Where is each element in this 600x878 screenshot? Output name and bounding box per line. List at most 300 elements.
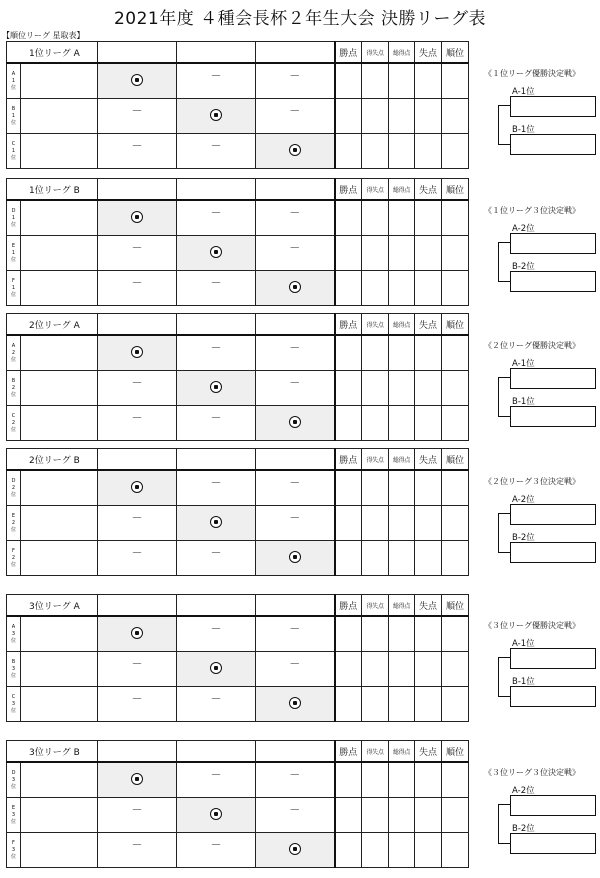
score-separator: － bbox=[210, 276, 222, 289]
stat-cell[interactable] bbox=[335, 134, 362, 169]
team-label-char: 3 bbox=[11, 776, 16, 783]
team-name-cell[interactable] bbox=[21, 616, 98, 652]
opponent-header bbox=[256, 42, 335, 64]
team-name-cell[interactable] bbox=[21, 200, 98, 236]
stat-cell[interactable] bbox=[362, 134, 389, 169]
stat-header: 総得点 bbox=[389, 595, 415, 617]
stat-cell[interactable] bbox=[442, 833, 469, 868]
team-label-char: 位 bbox=[10, 526, 16, 533]
stat-cell[interactable] bbox=[389, 134, 415, 169]
team-row bbox=[7, 616, 469, 652]
self-match-cell bbox=[177, 99, 256, 134]
opponent-header bbox=[98, 179, 177, 201]
match-result-cell[interactable] bbox=[177, 200, 256, 236]
self-match-cell bbox=[177, 371, 256, 406]
team-slot-box[interactable] bbox=[510, 648, 596, 669]
stat-header: 総得点 bbox=[389, 42, 415, 64]
score-separator: － bbox=[131, 276, 143, 289]
team-label-char: 位 bbox=[10, 672, 16, 679]
opponent-header bbox=[98, 741, 177, 763]
team-label-char: C bbox=[11, 140, 16, 147]
team-label-char: D bbox=[11, 207, 16, 214]
stat-cell[interactable] bbox=[335, 371, 362, 406]
team-label bbox=[7, 616, 21, 652]
team-row bbox=[7, 406, 469, 441]
team-slot-box[interactable] bbox=[510, 795, 596, 816]
team-slot-box[interactable] bbox=[510, 406, 596, 427]
match-result-cell[interactable] bbox=[256, 99, 335, 134]
stat-cell[interactable] bbox=[415, 687, 442, 722]
opponent-header bbox=[256, 314, 335, 336]
league-grid bbox=[6, 740, 469, 868]
stat-header: 失点 bbox=[415, 449, 442, 471]
team-slot-box[interactable] bbox=[510, 96, 596, 117]
team-label-char: 位 bbox=[10, 391, 16, 398]
stat-cell[interactable] bbox=[415, 236, 442, 271]
stat-cell[interactable] bbox=[415, 371, 442, 406]
stat-cell[interactable] bbox=[362, 406, 389, 441]
team-name-cell[interactable] bbox=[21, 406, 98, 441]
match-result-cell[interactable] bbox=[98, 271, 177, 306]
score-separator: － bbox=[210, 139, 222, 152]
score-separator: － bbox=[210, 546, 222, 559]
stat-header: 得失点 bbox=[362, 595, 389, 617]
stat-cell[interactable] bbox=[362, 762, 389, 798]
team-label-char: 位 bbox=[10, 256, 16, 263]
team-label-char: 3 bbox=[11, 665, 16, 672]
stat-cell[interactable] bbox=[415, 470, 442, 506]
stat-cell[interactable] bbox=[389, 271, 415, 306]
stat-header: 失点 bbox=[415, 179, 442, 201]
final-title: 《１位リーグ３位決定戦》 bbox=[484, 206, 580, 215]
match-result-cell[interactable] bbox=[98, 541, 177, 576]
stat-cell[interactable] bbox=[362, 99, 389, 134]
team-label bbox=[7, 798, 21, 833]
stat-cell[interactable] bbox=[442, 271, 469, 306]
team-name-cell[interactable] bbox=[21, 541, 98, 576]
team-label bbox=[7, 833, 21, 868]
team-row bbox=[7, 63, 469, 99]
stat-cell[interactable] bbox=[415, 406, 442, 441]
match-result-cell[interactable] bbox=[177, 63, 256, 99]
stat-cell[interactable] bbox=[389, 200, 415, 236]
team-label-char: 2 bbox=[11, 384, 16, 391]
stat-cell[interactable] bbox=[335, 99, 362, 134]
team-name-cell[interactable] bbox=[21, 762, 98, 798]
team-slot-box[interactable] bbox=[510, 686, 596, 707]
team-row bbox=[7, 687, 469, 722]
score-separator: － bbox=[210, 838, 222, 851]
stat-cell[interactable] bbox=[335, 541, 362, 576]
match-result-cell[interactable] bbox=[177, 616, 256, 652]
bracket-line bbox=[498, 105, 511, 145]
match-result-cell[interactable] bbox=[98, 99, 177, 134]
stat-header: 得失点 bbox=[362, 314, 389, 336]
stat-cell[interactable] bbox=[415, 506, 442, 541]
team-label-char: 位 bbox=[10, 291, 16, 298]
score-separator: － bbox=[289, 622, 301, 635]
stat-header: 失点 bbox=[415, 741, 442, 763]
team-slot-box[interactable] bbox=[510, 271, 596, 292]
stat-cell[interactable] bbox=[389, 63, 415, 99]
slot-label: A-1位 bbox=[512, 87, 535, 97]
score-separator: － bbox=[289, 206, 301, 219]
match-result-cell[interactable] bbox=[256, 236, 335, 271]
stat-cell[interactable] bbox=[389, 371, 415, 406]
slot-label: A-1位 bbox=[512, 639, 535, 649]
stat-cell[interactable] bbox=[389, 833, 415, 868]
team-row bbox=[7, 541, 469, 576]
stat-cell[interactable] bbox=[362, 652, 389, 687]
stat-cell[interactable] bbox=[415, 134, 442, 169]
soccer-ball-icon bbox=[289, 551, 301, 563]
stat-header: 勝点 bbox=[335, 449, 362, 471]
stat-cell[interactable] bbox=[362, 833, 389, 868]
stat-header: 総得点 bbox=[389, 314, 415, 336]
team-name-cell[interactable] bbox=[21, 798, 98, 833]
stat-cell[interactable] bbox=[362, 798, 389, 833]
match-result-cell[interactable] bbox=[177, 335, 256, 371]
team-slot-box[interactable] bbox=[510, 134, 596, 155]
stat-cell[interactable] bbox=[442, 798, 469, 833]
team-name-cell[interactable] bbox=[21, 687, 98, 722]
stat-cell[interactable] bbox=[389, 762, 415, 798]
stat-cell[interactable] bbox=[362, 506, 389, 541]
league-table bbox=[6, 178, 468, 306]
stat-cell[interactable] bbox=[415, 652, 442, 687]
slot-label: A-2位 bbox=[512, 224, 535, 234]
stat-cell[interactable] bbox=[362, 271, 389, 306]
self-match-cell bbox=[98, 335, 177, 371]
match-result-cell[interactable] bbox=[256, 371, 335, 406]
stat-cell[interactable] bbox=[442, 506, 469, 541]
slot-label: B-1位 bbox=[512, 397, 535, 407]
stat-header: 総得点 bbox=[389, 741, 415, 763]
team-label-char: 位 bbox=[10, 561, 16, 568]
league-table bbox=[6, 41, 468, 169]
stat-cell[interactable] bbox=[442, 687, 469, 722]
soccer-ball-icon bbox=[210, 662, 222, 674]
team-label-char: D bbox=[11, 769, 16, 776]
soccer-ball-icon bbox=[210, 246, 222, 258]
team-name-cell[interactable] bbox=[21, 134, 98, 169]
league-grid bbox=[6, 594, 469, 722]
stat-header: 得失点 bbox=[362, 179, 389, 201]
stat-cell[interactable] bbox=[335, 687, 362, 722]
team-row bbox=[7, 99, 469, 134]
stat-cell[interactable] bbox=[442, 134, 469, 169]
match-result-cell[interactable] bbox=[98, 371, 177, 406]
match-result-cell[interactable] bbox=[98, 833, 177, 868]
match-result-cell[interactable] bbox=[177, 271, 256, 306]
team-row bbox=[7, 134, 469, 169]
team-label-char: 3 bbox=[11, 630, 16, 637]
stat-cell[interactable] bbox=[415, 335, 442, 371]
stat-cell[interactable] bbox=[442, 200, 469, 236]
match-result-cell[interactable] bbox=[177, 687, 256, 722]
match-result-cell[interactable] bbox=[177, 541, 256, 576]
self-match-cell bbox=[98, 616, 177, 652]
league-grid bbox=[6, 448, 469, 576]
stat-cell[interactable] bbox=[415, 833, 442, 868]
team-slot-box[interactable] bbox=[510, 833, 596, 854]
final-title: 《１位リーグ優勝決定戦》 bbox=[484, 69, 580, 78]
score-separator: － bbox=[210, 206, 222, 219]
stat-header: 失点 bbox=[415, 595, 442, 617]
match-result-cell[interactable] bbox=[177, 833, 256, 868]
stat-cell[interactable] bbox=[335, 236, 362, 271]
match-result-cell[interactable] bbox=[256, 506, 335, 541]
stat-cell[interactable] bbox=[335, 652, 362, 687]
stat-cell[interactable] bbox=[442, 371, 469, 406]
soccer-ball-icon bbox=[131, 211, 143, 223]
stat-cell[interactable] bbox=[335, 271, 362, 306]
league-name: 1位リーグ B bbox=[7, 179, 98, 201]
match-result-cell[interactable] bbox=[256, 335, 335, 371]
team-label bbox=[7, 470, 21, 506]
stat-cell[interactable] bbox=[389, 687, 415, 722]
score-separator: － bbox=[289, 376, 301, 389]
team-name-cell[interactable] bbox=[21, 99, 98, 134]
stat-cell[interactable] bbox=[415, 99, 442, 134]
stat-cell[interactable] bbox=[335, 335, 362, 371]
stat-cell[interactable] bbox=[415, 616, 442, 652]
stat-cell[interactable] bbox=[389, 541, 415, 576]
stat-cell[interactable] bbox=[415, 63, 442, 99]
stat-cell[interactable] bbox=[442, 470, 469, 506]
opponent-header bbox=[177, 449, 256, 471]
stat-cell[interactable] bbox=[415, 200, 442, 236]
stat-cell[interactable] bbox=[442, 541, 469, 576]
match-result-cell[interactable] bbox=[177, 470, 256, 506]
stat-header: 勝点 bbox=[335, 741, 362, 763]
team-row bbox=[7, 833, 469, 868]
bracket-line bbox=[498, 657, 511, 697]
slot-label: B-1位 bbox=[512, 677, 535, 687]
stat-cell[interactable] bbox=[389, 406, 415, 441]
score-separator: － bbox=[131, 139, 143, 152]
team-name-cell[interactable] bbox=[21, 506, 98, 541]
team-label bbox=[7, 687, 21, 722]
stat-header: 失点 bbox=[415, 314, 442, 336]
score-separator: － bbox=[210, 341, 222, 354]
score-separator: － bbox=[289, 69, 301, 82]
team-label-char: 1 bbox=[11, 284, 16, 291]
team-slot-box[interactable] bbox=[510, 542, 596, 563]
score-separator: － bbox=[289, 803, 301, 816]
match-result-cell[interactable] bbox=[98, 506, 177, 541]
stat-header: 得失点 bbox=[362, 741, 389, 763]
score-separator: － bbox=[131, 411, 143, 424]
team-label-char: 2 bbox=[11, 419, 16, 426]
match-result-cell[interactable] bbox=[98, 134, 177, 169]
team-label-char: 2 bbox=[11, 484, 16, 491]
team-label-char: 位 bbox=[10, 221, 16, 228]
match-result-cell[interactable] bbox=[256, 652, 335, 687]
self-match-cell bbox=[177, 652, 256, 687]
stat-cell[interactable] bbox=[335, 406, 362, 441]
stat-cell[interactable] bbox=[335, 616, 362, 652]
stat-cell[interactable] bbox=[389, 652, 415, 687]
team-label-char: 1 bbox=[11, 249, 16, 256]
team-label-char: 1 bbox=[11, 112, 16, 119]
stat-header: 総得点 bbox=[389, 449, 415, 471]
match-result-cell[interactable] bbox=[98, 687, 177, 722]
stat-cell[interactable] bbox=[362, 541, 389, 576]
stat-header: 順位 bbox=[442, 741, 469, 763]
team-label bbox=[7, 371, 21, 406]
score-separator: － bbox=[210, 622, 222, 635]
opponent-header bbox=[177, 42, 256, 64]
opponent-header bbox=[256, 741, 335, 763]
team-label-char: 2 bbox=[11, 554, 16, 561]
stat-cell[interactable] bbox=[415, 541, 442, 576]
stat-cell[interactable] bbox=[389, 798, 415, 833]
stat-cell[interactable] bbox=[335, 63, 362, 99]
stat-cell[interactable] bbox=[362, 335, 389, 371]
stat-cell[interactable] bbox=[389, 616, 415, 652]
stat-header: 順位 bbox=[442, 595, 469, 617]
team-name-cell[interactable] bbox=[21, 652, 98, 687]
team-label-char: 1 bbox=[11, 214, 16, 221]
stat-header: 勝点 bbox=[335, 42, 362, 64]
stat-cell[interactable] bbox=[362, 371, 389, 406]
league-name: 3位リーグ A bbox=[7, 595, 98, 617]
score-separator: － bbox=[131, 511, 143, 524]
stat-cell[interactable] bbox=[415, 762, 442, 798]
self-match-cell bbox=[98, 200, 177, 236]
stat-cell[interactable] bbox=[335, 762, 362, 798]
match-result-cell[interactable] bbox=[256, 470, 335, 506]
stat-header: 勝点 bbox=[335, 595, 362, 617]
team-slot-box[interactable] bbox=[510, 368, 596, 389]
score-separator: － bbox=[131, 376, 143, 389]
team-row bbox=[7, 200, 469, 236]
match-result-cell[interactable] bbox=[98, 236, 177, 271]
self-match-cell bbox=[256, 406, 335, 441]
stat-cell[interactable] bbox=[335, 470, 362, 506]
team-label bbox=[7, 541, 21, 576]
match-result-cell[interactable] bbox=[256, 616, 335, 652]
stat-cell[interactable] bbox=[442, 406, 469, 441]
team-slot-box[interactable] bbox=[510, 233, 596, 254]
team-name-cell[interactable] bbox=[21, 271, 98, 306]
score-separator: － bbox=[210, 692, 222, 705]
slot-label: B-2位 bbox=[512, 824, 535, 834]
stat-cell[interactable] bbox=[389, 470, 415, 506]
soccer-ball-icon bbox=[210, 516, 222, 528]
team-name-cell[interactable] bbox=[21, 833, 98, 868]
team-label bbox=[7, 506, 21, 541]
stat-cell[interactable] bbox=[415, 271, 442, 306]
self-match-cell bbox=[98, 762, 177, 798]
stat-cell[interactable] bbox=[442, 335, 469, 371]
stat-cell[interactable] bbox=[389, 335, 415, 371]
stat-cell[interactable] bbox=[335, 200, 362, 236]
match-result-cell[interactable] bbox=[177, 762, 256, 798]
stat-cell[interactable] bbox=[362, 200, 389, 236]
team-name-cell[interactable] bbox=[21, 236, 98, 271]
score-separator: － bbox=[289, 241, 301, 254]
team-label-char: 位 bbox=[10, 426, 16, 433]
bracket-line bbox=[498, 377, 511, 417]
soccer-ball-icon bbox=[210, 109, 222, 121]
league-name: 3位リーグ B bbox=[7, 741, 98, 763]
stat-cell[interactable] bbox=[362, 616, 389, 652]
team-slot-box[interactable] bbox=[510, 504, 596, 525]
stat-cell[interactable] bbox=[442, 652, 469, 687]
team-name-cell[interactable] bbox=[21, 371, 98, 406]
league-grid bbox=[6, 313, 469, 441]
score-separator: － bbox=[210, 411, 222, 424]
stat-cell[interactable] bbox=[389, 236, 415, 271]
team-label-char: E bbox=[11, 242, 16, 249]
match-result-cell[interactable] bbox=[98, 406, 177, 441]
stat-cell[interactable] bbox=[442, 63, 469, 99]
stat-cell[interactable] bbox=[362, 63, 389, 99]
stat-cell[interactable] bbox=[442, 99, 469, 134]
soccer-ball-icon bbox=[210, 381, 222, 393]
team-label-char: B bbox=[11, 658, 16, 665]
stat-cell[interactable] bbox=[335, 506, 362, 541]
match-result-cell[interactable] bbox=[256, 762, 335, 798]
team-label-char: 位 bbox=[10, 637, 16, 644]
team-name-cell[interactable] bbox=[21, 470, 98, 506]
stat-cell[interactable] bbox=[442, 762, 469, 798]
stat-cell[interactable] bbox=[362, 470, 389, 506]
match-result-cell[interactable] bbox=[98, 798, 177, 833]
opponent-header bbox=[98, 314, 177, 336]
match-result-cell[interactable] bbox=[177, 134, 256, 169]
match-result-cell[interactable] bbox=[256, 798, 335, 833]
score-separator: － bbox=[131, 692, 143, 705]
slot-label: A-2位 bbox=[512, 786, 535, 796]
team-label-char: 位 bbox=[10, 491, 16, 498]
match-result-cell[interactable] bbox=[256, 200, 335, 236]
team-name-cell[interactable] bbox=[21, 63, 98, 99]
stat-cell[interactable] bbox=[442, 616, 469, 652]
score-separator: － bbox=[131, 546, 143, 559]
final-title: 《３位リーグ３位決定戦》 bbox=[484, 768, 580, 777]
league-grid bbox=[6, 41, 469, 169]
team-label-char: D bbox=[11, 477, 16, 484]
team-label-char: B bbox=[11, 105, 16, 112]
opponent-header bbox=[177, 314, 256, 336]
league-name: 2位リーグ A bbox=[7, 314, 98, 336]
stat-cell[interactable] bbox=[389, 506, 415, 541]
slot-label: B-2位 bbox=[512, 533, 535, 543]
match-result-cell[interactable] bbox=[177, 406, 256, 441]
team-row bbox=[7, 652, 469, 687]
score-separator: － bbox=[131, 241, 143, 254]
stat-cell[interactable] bbox=[442, 236, 469, 271]
bracket-line bbox=[498, 804, 511, 844]
team-name-cell[interactable] bbox=[21, 335, 98, 371]
stat-cell[interactable] bbox=[362, 236, 389, 271]
stat-cell[interactable] bbox=[362, 687, 389, 722]
opponent-header bbox=[256, 179, 335, 201]
stat-header: 順位 bbox=[442, 449, 469, 471]
stat-cell[interactable] bbox=[389, 99, 415, 134]
stat-cell[interactable] bbox=[415, 798, 442, 833]
stat-cell[interactable] bbox=[335, 798, 362, 833]
match-result-cell[interactable] bbox=[256, 63, 335, 99]
stat-cell[interactable] bbox=[335, 833, 362, 868]
self-match-cell bbox=[98, 63, 177, 99]
match-result-cell[interactable] bbox=[98, 652, 177, 687]
final-bracket bbox=[484, 620, 596, 687]
score-separator: － bbox=[131, 104, 143, 117]
